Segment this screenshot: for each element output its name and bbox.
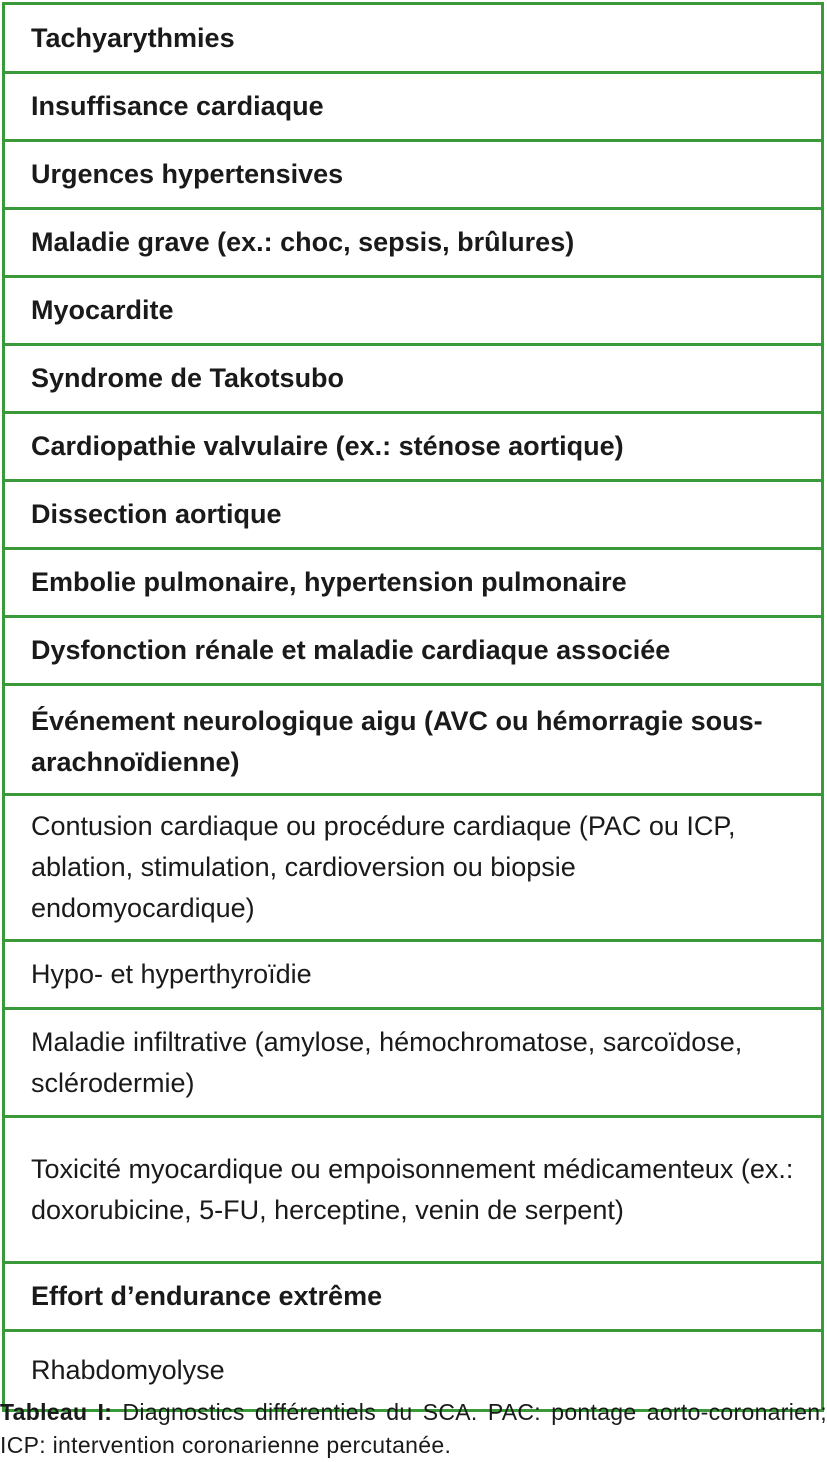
table-row (5, 207, 821, 275)
table-row (5, 479, 821, 547)
table-row (5, 411, 821, 479)
row-text: Urgences hypertensives (31, 159, 344, 189)
table-row (5, 615, 821, 683)
table-row (5, 1007, 821, 1115)
row-text: Cardiopathie valvulaire (ex.: sténose aortique) (31, 431, 624, 461)
table-row (5, 793, 821, 939)
row-text: Myocardite (31, 295, 174, 325)
row-text: Effort d’endurance extrême (31, 1281, 383, 1311)
table-row (5, 939, 821, 1007)
table-row (5, 71, 821, 139)
caption-text: Diagnostics différentiels du SCA. PAC: pontage aorto-coronarien; ICP: intervention coronarienne percutanée. (0, 1399, 827, 1458)
table-row (5, 1261, 821, 1329)
table-row (5, 547, 821, 615)
table-row (5, 275, 821, 343)
row-text: Événement neurologique aigu (AVC ou hémorragie sous-arachnoïdienne) (31, 705, 763, 777)
table-row (5, 1115, 821, 1261)
row-text: Insuffisance cardiaque (31, 91, 324, 121)
row-text: Embolie pulmonaire, hypertension pulmonaire (31, 567, 627, 597)
differential-diagnosis-table (2, 2, 824, 1412)
row-text: Dissection aortique (31, 499, 282, 529)
table-row (5, 5, 821, 71)
row-text: Tachyarythmies (31, 22, 235, 53)
row-text: Maladie infiltrative (amylose, hémochromatose, sarcoïdose, sclérodermie) (31, 1026, 743, 1098)
caption-label: Tableau I: (0, 1399, 113, 1425)
row-text: Rhabdomyolyse (31, 1355, 225, 1385)
row-text: Contusion cardiaque ou procédure cardiaque (PAC ou ICP, ablation, stimulation, cardioversion ou biopsie endomyocardique) (31, 811, 736, 923)
row-text: Syndrome de Takotsubo (31, 363, 345, 393)
row-text: Maladie grave (ex.: choc, sepsis, brûlures) (31, 227, 575, 257)
row-text: Hypo- et hyperthyroïdie (31, 959, 312, 989)
table-row (5, 343, 821, 411)
table-row (5, 683, 821, 793)
row-text: Dysfonction rénale et maladie cardiaque associée (31, 635, 671, 665)
table-caption (0, 1396, 827, 1462)
row-text: Toxicité myocardique ou empoisonnement médicamenteux (ex.: doxorubicine, 5-FU, herceptine, venin de serpent) (31, 1153, 794, 1225)
table-row (5, 139, 821, 207)
